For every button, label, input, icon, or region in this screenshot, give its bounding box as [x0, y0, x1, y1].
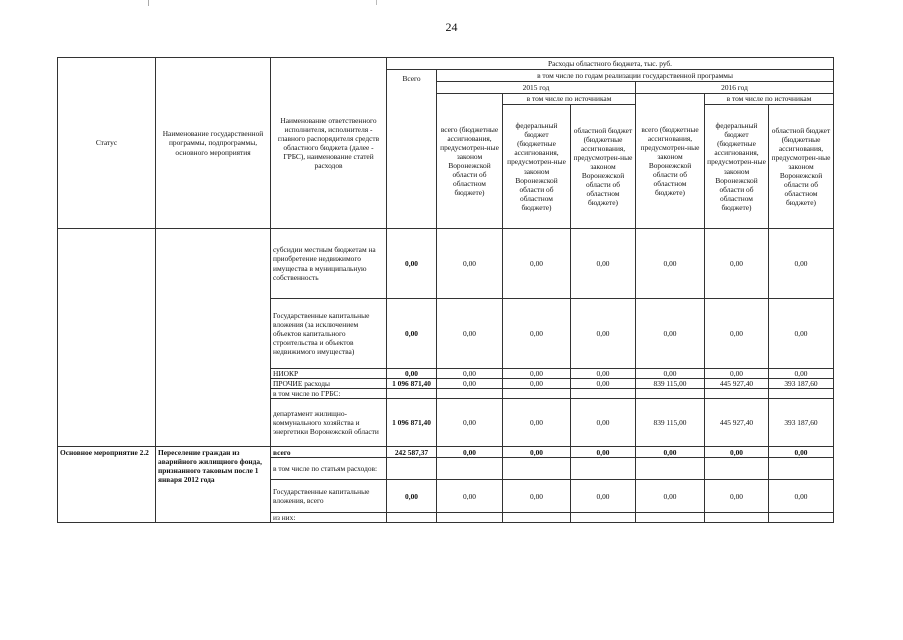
cell-value: 0,00: [705, 369, 769, 379]
cell-value: 0,00: [437, 447, 503, 458]
row-label: в том числе по ГРБС:: [271, 389, 387, 399]
header-2015-federal: федеральный бюджет (бюджетные ассигнования, предусмотрен-ные законом Воронежской области об областном бюджете): [503, 105, 571, 229]
cell-value: 0,00: [705, 480, 769, 513]
cell-value: 0,00: [705, 447, 769, 458]
empty-cell: [705, 513, 769, 523]
header-2015-regional: областной бюджет (бюджетные ассигнования, предусмотрен-ные законом Воронежской области об областном бюджете): [571, 105, 636, 229]
cell-value: 0,00: [769, 480, 834, 513]
cell-value: 0,00: [437, 229, 503, 299]
row-total: 242 587,37: [387, 447, 437, 458]
cell-value: 0,00: [769, 229, 834, 299]
cell-value: 393 187,60: [769, 399, 834, 447]
cell-value: 0,00: [571, 447, 636, 458]
row-total: 0,00: [387, 299, 437, 369]
cell-value: 0,00: [437, 299, 503, 369]
cell-value: 0,00: [769, 369, 834, 379]
cell-value: 0,00: [769, 447, 834, 458]
header-year-2016: 2016 год: [636, 82, 834, 94]
cell-value: 0,00: [636, 299, 705, 369]
empty-cell: [571, 513, 636, 523]
header-year-2015: 2015 год: [437, 82, 636, 94]
scan-mark: [148, 0, 149, 6]
program-cell: [156, 229, 271, 447]
cell-value: 0,00: [705, 299, 769, 369]
measure-status: Основное мероприятие 2.2: [58, 447, 156, 523]
row-label: в том числе по статьям расходов:: [271, 458, 387, 480]
cell-value: 0,00: [571, 379, 636, 389]
empty-cell: [636, 513, 705, 523]
row-total: 0,00: [387, 229, 437, 299]
empty-cell: [387, 458, 437, 480]
cell-value: 0,00: [437, 369, 503, 379]
header-2016-regional: областной бюджет (бюджетные ассигнования, предусмотрен-ные законом Воронежской области об областном бюджете): [769, 105, 834, 229]
header-status: Статус: [58, 58, 156, 229]
empty-cell: [636, 389, 705, 399]
row-label: департамент жилищно-коммунального хозяйства и энергетики Воронежской области: [271, 399, 387, 447]
empty-cell: [705, 389, 769, 399]
header-2016-subtotal: всего (бюджетные ассигнования, предусмотрен-ные законом Воронежской области об областном бюджете): [636, 94, 705, 229]
row-label: НИОКР: [271, 369, 387, 379]
empty-cell: [387, 389, 437, 399]
cell-value: 0,00: [769, 299, 834, 369]
empty-cell: [387, 513, 437, 523]
empty-cell: [571, 458, 636, 480]
header-2016-sources: в том числе по источникам: [705, 94, 834, 105]
cell-value: 0,00: [571, 369, 636, 379]
header-2015-subtotal: всего (бюджетные ассигнования, предусмотрен-ные законом Воронежской области об областном бюджете): [437, 94, 503, 229]
cell-value: 0,00: [705, 229, 769, 299]
cell-value: 0,00: [571, 480, 636, 513]
cell-value: 0,00: [437, 399, 503, 447]
row-total: 0,00: [387, 369, 437, 379]
empty-cell: [437, 513, 503, 523]
row-label: из них:: [271, 513, 387, 523]
cell-value: 0,00: [636, 480, 705, 513]
empty-cell: [437, 389, 503, 399]
status-cell: [58, 229, 156, 447]
empty-cell: [503, 458, 571, 480]
cell-value: 0,00: [437, 379, 503, 389]
budget-table: [57, 57, 834, 523]
cell-value: 0,00: [503, 299, 571, 369]
header-by-years: в том числе по годам реализации государственной программы: [437, 70, 834, 82]
cell-value: 839 115,00: [636, 379, 705, 389]
empty-cell: [705, 458, 769, 480]
cell-value: 0,00: [503, 369, 571, 379]
cell-value: 0,00: [503, 229, 571, 299]
row-total: 1 096 871,40: [387, 379, 437, 389]
header-expenses: Расходы областного бюджета, тыс. руб.: [387, 58, 834, 70]
empty-cell: [769, 458, 834, 480]
row-total: 1 096 871,40: [387, 399, 437, 447]
header-total: Всего: [387, 70, 437, 229]
empty-cell: [437, 458, 503, 480]
cell-value: 445 927,40: [705, 379, 769, 389]
measure-name: Переселение граждан из аварийного жилищного фонда, признанного таковым после 1 января 2012 года: [156, 447, 271, 523]
cell-value: 0,00: [571, 229, 636, 299]
row-total: 0,00: [387, 480, 437, 513]
empty-cell: [769, 389, 834, 399]
row-label: ПРОЧИЕ расходы: [271, 379, 387, 389]
row-label: субсидии местным бюджетам на приобретение недвижимого имущества в муниципальную собственность: [271, 229, 387, 299]
cell-value: 0,00: [571, 399, 636, 447]
cell-value: 0,00: [503, 399, 571, 447]
row-label: всего: [271, 447, 387, 458]
empty-cell: [571, 389, 636, 399]
header-executor: Наименование ответственного исполнителя, исполнителя - главного распорядителя средств областного бюджета (далее - ГРБС), наименование статей расходов: [271, 58, 387, 229]
cell-value: 839 115,00: [636, 399, 705, 447]
cell-value: 0,00: [636, 229, 705, 299]
empty-cell: [503, 513, 571, 523]
cell-value: 0,00: [571, 299, 636, 369]
cell-value: 0,00: [503, 447, 571, 458]
cell-value: 0,00: [437, 480, 503, 513]
cell-value: 0,00: [503, 379, 571, 389]
cell-value: 0,00: [503, 480, 571, 513]
row-label: Государственные капитальные вложения, всего: [271, 480, 387, 513]
empty-cell: [636, 458, 705, 480]
page-number: 24: [445, 20, 458, 34]
empty-cell: [769, 513, 834, 523]
empty-cell: [503, 389, 571, 399]
scan-mark: [376, 0, 377, 5]
cell-value: 445 927,40: [705, 399, 769, 447]
cell-value: 0,00: [636, 369, 705, 379]
cell-value: 393 187,60: [769, 379, 834, 389]
header-2015-sources: в том числе по источникам: [503, 94, 636, 105]
header-2016-federal: федеральный бюджет (бюджетные ассигнования, предусмотрен-ные законом Воронежской области об областном бюджете): [705, 105, 769, 229]
cell-value: 0,00: [636, 447, 705, 458]
row-label: Государственные капитальные вложения (за исключением объектов капитального строительства и объектов недвижимого имущества): [271, 299, 387, 369]
header-program-name: Наименование государственной программы, подпрограммы, основного мероприятия: [156, 58, 271, 229]
